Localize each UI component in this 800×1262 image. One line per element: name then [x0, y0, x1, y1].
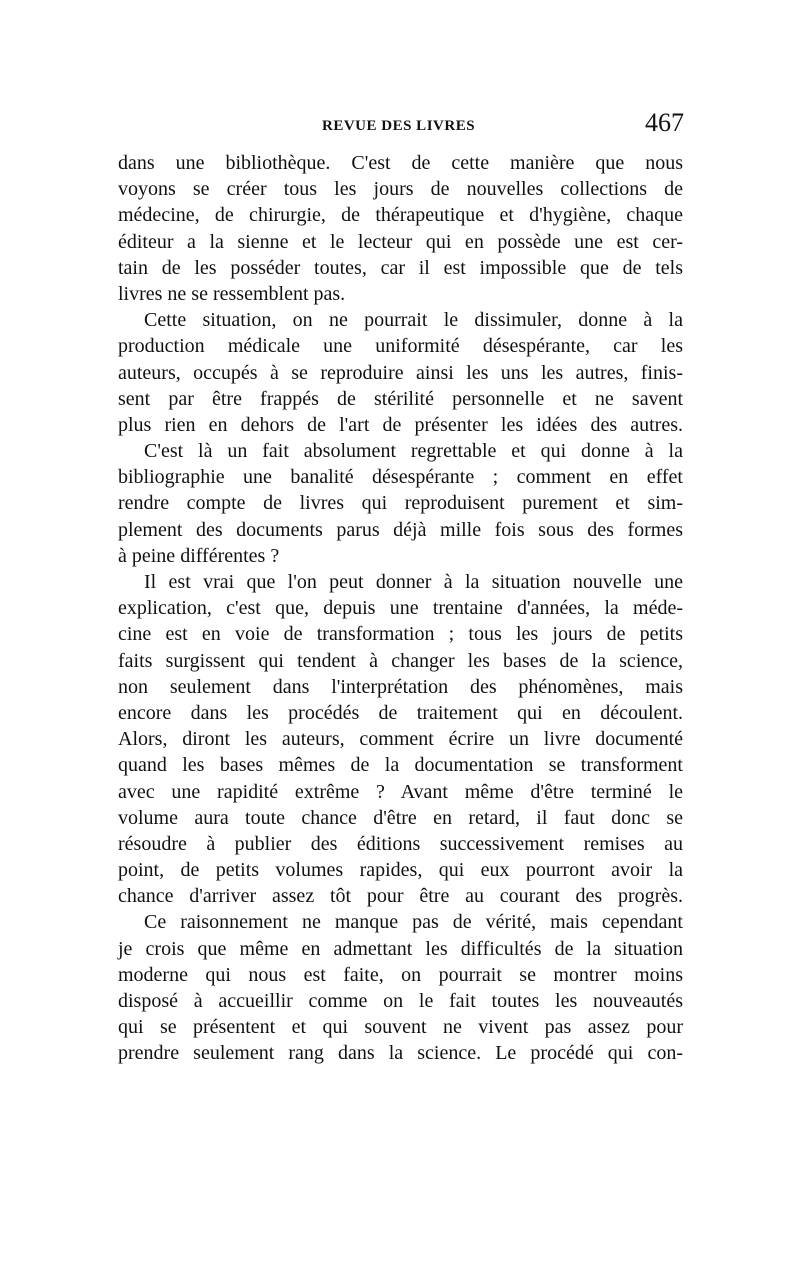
text-line: rendre compte de livres qui reproduisent purement et sim-: [118, 492, 683, 515]
text-line: bibliographie une banalité désespérante ; comment en effet: [118, 466, 683, 489]
text-line: médecine, de chirurgie, de thérapeutique et d'hygiène, chaque: [118, 204, 683, 227]
running-title: REVUE DES LIVRES: [322, 118, 476, 134]
text-line: explication, c'est que, depuis une trentaine d'années, la méde-: [118, 597, 683, 620]
text-line: C'est là un fait absolument regrettable et qui donne à la: [144, 440, 683, 463]
text-line: voyons se créer tous les jours de nouvelles collections de: [118, 178, 683, 201]
text-line: qui se présentent et qui souvent ne vivent pas assez pour: [118, 1016, 683, 1039]
text-line: à peine différentes ?: [118, 544, 280, 567]
text-line: quand les bases mêmes de la documentation se transforment: [118, 754, 683, 777]
text-line: Il est vrai que l'on peut donner à la situation nouvelle une: [144, 571, 683, 593]
text-line: résoudre à publier des éditions successivement remises au: [118, 832, 683, 855]
text-line: cine est en voie de transformation ; tous les jours de petits: [118, 623, 683, 646]
text-line: avec une rapidité extrême ? Avant même d'être terminé le: [118, 780, 683, 803]
page-header: [112, 108, 692, 152]
text-line: point, de petits volumes rapides, qui eux pourront avoir la: [118, 859, 683, 882]
text-line: je crois que même en admettant les difficultés de la situation: [118, 937, 683, 960]
text-line: plus rien en dehors de l'art de présenter les idées des autres.: [118, 413, 683, 436]
text-line: moderne qui nous est faite, on pourrait se montrer moins: [118, 963, 683, 986]
text-line: tain de les posséder toutes, car il est impossible que de tels: [118, 256, 683, 279]
text-line: volume aura toute chance d'être en retard, il faut donc se: [118, 806, 683, 829]
text-line: éditeur a la sienne et le lecteur qui en possède une est cer-: [118, 230, 683, 253]
text-line: sent par être frappés de stérilité personnelle et ne savent: [118, 387, 683, 410]
text-line: plement des documents parus déjà mille fois sous des formes: [118, 518, 683, 541]
text-line: Alors, diront les auteurs, comment écrire un livre documenté: [118, 728, 683, 751]
body-text: [118, 150, 683, 1067]
text-line: prendre seulement rang dans la science. Le procédé qui con-: [118, 1042, 683, 1065]
text-line: chance d'arriver assez tôt pour être au courant des progrès.: [118, 885, 683, 908]
text-line: non seulement dans l'interprétation des phénomènes, mais: [118, 675, 683, 698]
text-line: auteurs, occupés à se reproduire ainsi les uns les autres, finis-: [118, 361, 683, 384]
text-line: Ce raisonnement ne manque pas de vérité, mais cependant: [144, 911, 683, 934]
text-line: encore dans les procédés de traitement qui en découlent.: [118, 701, 683, 724]
text-line: disposé à accueillir comme on le fait toutes les nouveautés: [118, 990, 683, 1012]
text-line: production médicale une uniformité désespérante, car les: [118, 335, 683, 358]
text-line: livres ne se ressemblent pas.: [118, 282, 346, 305]
text-line: Cette situation, on ne pourrait le dissimuler, donne à la: [144, 309, 683, 332]
text-line: faits surgissent qui tendent à changer les bases de la science,: [118, 649, 683, 672]
page-number: 467: [645, 108, 684, 137]
text-line: dans une bibliothèque. C'est de cette manière que nous: [118, 152, 683, 174]
